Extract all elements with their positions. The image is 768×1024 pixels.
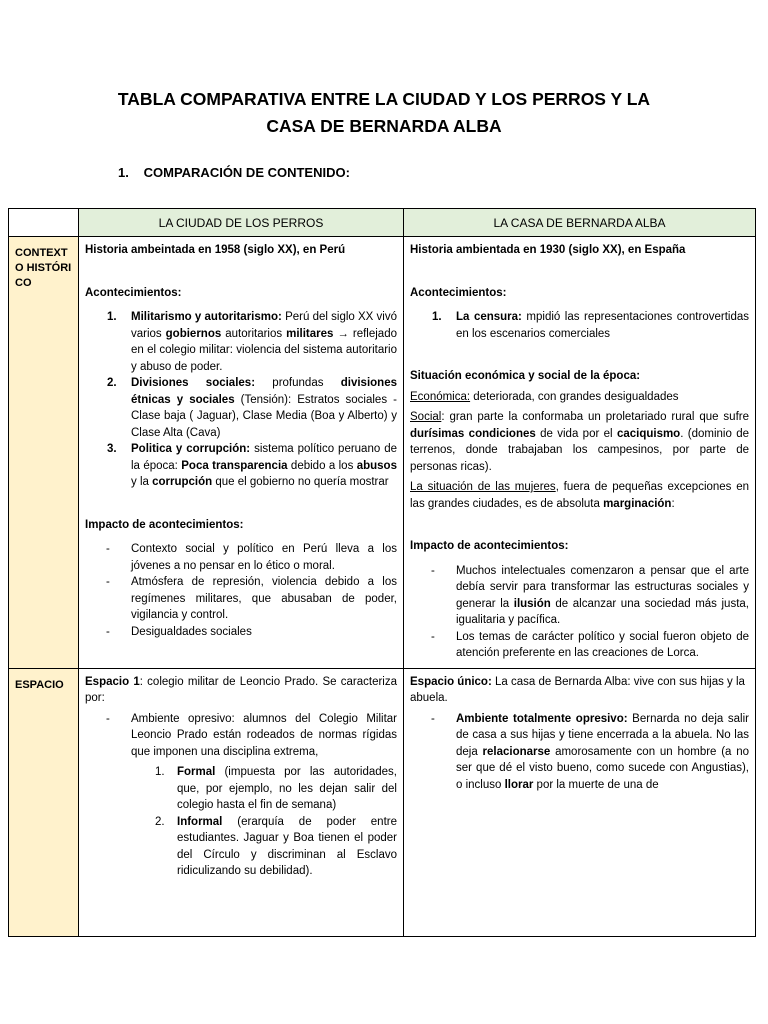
column-header-casa: LA CASA DE BERNARDA ALBA <box>404 209 756 237</box>
list-item <box>410 711 749 794</box>
list-marker: 2. <box>107 377 117 389</box>
ciudad-contexto-cell <box>79 237 404 669</box>
column-header-ciudad: LA CIUDAD DE LOS PERROS <box>79 209 404 237</box>
event-text: sistema político peruano de la época: <box>131 443 397 472</box>
casa-impact-list <box>410 563 749 662</box>
ciudad-events-list <box>85 309 397 491</box>
event-title: Divisiones sociales: <box>131 377 256 389</box>
dash-marker: - <box>106 543 110 555</box>
list-item <box>410 563 749 629</box>
impact-text: Muchos intelectuales comenzaron a pensar que el arte debía servir para transformar las estructuras sociales y generar la <box>456 564 749 610</box>
list-item <box>85 764 397 814</box>
list-item <box>410 309 749 342</box>
list-item <box>85 814 397 880</box>
list-marker: 1. <box>107 311 117 323</box>
document-title <box>60 86 708 140</box>
paragraph-text: La casa de Bernarda Alba: vive con sus hijas y la abuela. <box>410 675 745 704</box>
list-item <box>85 309 397 375</box>
event-title: Politica y corrupción: <box>131 443 251 455</box>
event-text: (Tensión): Estratos sociales - Clase baja ( Jaguar), Clase Media (Boa y Alberto) y Clase Alta (Cava) <box>131 393 397 439</box>
ciudad-espacio-sublist <box>85 764 397 880</box>
ciudad-events-title: Acontecimientos: <box>85 286 182 299</box>
bold-text: marginación <box>603 497 672 510</box>
title-line-1: TABLA COMPARATIVA ENTRE LA CIUDAD Y LOS PERROS Y LA <box>117 89 651 109</box>
event-bold: Poca transparencia <box>181 459 288 472</box>
table-row-contexto <box>9 237 756 669</box>
bold-text: Formal <box>177 766 216 778</box>
dash-marker: - <box>431 564 435 577</box>
casa-events-list <box>410 309 749 342</box>
event-text: y la <box>131 476 153 488</box>
event-bold: militares <box>286 327 334 340</box>
bold-text: Informal <box>177 815 223 828</box>
underlined-label: Social <box>410 411 442 423</box>
casa-mujeres <box>410 479 749 512</box>
casa-espacio-cell <box>404 668 756 936</box>
item-text: Bernarda no deja salir de casa a sus hijas y tiene encerrada a la abuela. No las deja <box>456 712 749 758</box>
ciudad-intro: Historia ambeintada en 1958 (siglo XX), en Perú <box>85 244 346 256</box>
item-text: (impuesta por las autoridades, que, por ejemplo, no les dejan salir del colegio hasta el fin de semana) <box>177 766 397 811</box>
event-title: Militarismo y autoritarismo: <box>131 311 282 323</box>
casa-events-title: Acontecimientos: <box>410 286 507 299</box>
impact-text: Los temas de carácter político y social fueron objeto de atención preferente en las creaciones de Lorca. <box>456 630 749 659</box>
comparison-table <box>8 208 756 937</box>
list-item <box>85 624 397 641</box>
bold-text: Espacio único: <box>410 675 492 688</box>
list-item <box>85 574 397 624</box>
bold-text: ilusión <box>513 597 551 610</box>
dash-marker: - <box>106 576 110 588</box>
underlined-label: La situación de las mujeres <box>410 481 556 493</box>
table-header-row <box>9 209 756 237</box>
paragraph-text: . (dominio de terrenos, donde trabajaban los campesinos, por parte de personas ricas). <box>410 427 749 473</box>
event-text: mpidió las representaciones controvertidas en los escenarios comerciales <box>456 311 749 340</box>
row-header-espacio: ESPACIO <box>9 668 79 936</box>
casa-espacio-list <box>410 711 749 794</box>
list-item <box>85 711 397 761</box>
dash-marker: - <box>431 630 435 643</box>
ciudad-espacio-list <box>85 711 397 761</box>
paragraph-text: , fuera de pequeñas excepciones en las grandes ciudades, es de absoluta <box>410 481 750 510</box>
dash-marker: - <box>106 625 110 638</box>
list-item <box>85 541 397 574</box>
bold-text: llorar <box>504 778 534 791</box>
event-bold: abusos <box>356 459 397 472</box>
ciudad-espacio-intro <box>85 674 397 707</box>
title-line-2: CASA DE BERNARDA ALBA <box>266 116 502 136</box>
item-text: por la muerte de una de <box>533 778 659 791</box>
row-header-contexto: CONTEXTO HISTÓRICO <box>9 237 79 669</box>
list-marker: 1. <box>432 311 442 323</box>
list-marker: 1. <box>155 766 165 778</box>
bold-text: durísimas condiciones <box>410 427 536 440</box>
event-bold: divisiones étnicas y sociales <box>131 377 397 406</box>
casa-contexto-cell <box>404 237 756 669</box>
list-marker: 3. <box>107 443 117 455</box>
casa-espacio-intro <box>410 674 749 707</box>
dash-marker: - <box>106 712 110 725</box>
paragraph-text: : <box>671 497 675 510</box>
paragraph-text: deteriorada, con grandes desigualdades <box>470 390 679 403</box>
list-item <box>410 629 749 662</box>
casa-economica <box>410 389 749 406</box>
event-text: Perú del siglo XX vivó varios <box>131 311 398 340</box>
event-bold: corrupción <box>152 476 213 488</box>
section-number: 1. <box>118 165 129 180</box>
impact-text: de alcanzar una sociedad más justa, igualitaria y pacífica. <box>456 597 749 626</box>
impact-text: Contexto social y político en Perú lleva a los jóvenes a no pensar en lo ético o moral. <box>131 543 397 572</box>
section-heading <box>118 165 350 180</box>
empty-corner-cell <box>9 209 79 237</box>
casa-situacion-title: Situación económica y social de la época: <box>410 370 641 382</box>
ciudad-impact-list <box>85 541 397 640</box>
item-text: amorosamente con un hombre (a no ser que dé el visto bueno, como sucede con Angustias), o incluso <box>456 745 750 791</box>
bold-text: Ambiente totalmente opresivo: <box>456 712 628 725</box>
paragraph-text: de vida por el <box>535 427 617 440</box>
bold-text: relacionarse <box>482 745 551 758</box>
impact-text: Desigualdades sociales <box>131 625 252 638</box>
table-row-espacio <box>9 668 756 936</box>
event-title: La censura: <box>456 311 522 323</box>
event-text: → reflejado en el colegio militar: violencia del sistema autoritario y abuso de poder. <box>131 327 397 373</box>
paragraph-text: : colegio militar de Leoncio Prado. Se caracteriza por: <box>85 675 397 704</box>
dash-marker: - <box>431 712 435 725</box>
event-text: autoritarios <box>221 327 287 340</box>
event-bold: gobiernos <box>165 327 222 340</box>
list-marker: 2. <box>155 815 165 828</box>
paragraph-text: : gran parte la conformaba un proletariado rural que sufre <box>441 411 749 423</box>
ciudad-impact-title: Impacto de acontecimientos: <box>85 518 244 531</box>
event-text: debido a los <box>287 459 357 472</box>
underlined-label: Económica: <box>410 390 471 403</box>
impact-text: Atmósfera de represión, violencia debido a los regímenes militares, que abusaban de poder, vigilancia y control. <box>131 576 397 621</box>
casa-intro: Historia ambientada en 1930 (siglo XX), en España <box>410 244 686 256</box>
item-text: (erarquía de poder entre estudiantes. Jaguar y Boa tienen el poder del Círculo y discriminan al Esclavo ridiculizando su debilidad). <box>177 815 397 877</box>
list-item <box>85 375 397 441</box>
section-label: COMPARACIÓN DE CONTENIDO: <box>143 165 350 180</box>
casa-impact-title: Impacto de acontecimientos: <box>410 540 569 552</box>
casa-social <box>410 409 749 475</box>
ciudad-espacio-cell <box>79 668 404 936</box>
item-text: Ambiente opresivo: alumnos del Colegio Militar Leoncio Prado están rodeados de normas rígidas que imponen una disciplina extrema, <box>131 712 397 758</box>
bold-text: caciquismo <box>616 427 681 440</box>
event-text: profundas <box>255 377 341 389</box>
bold-text: Espacio 1 <box>85 675 140 688</box>
event-text: que el gobierno no quería mostrar <box>212 476 389 488</box>
list-item <box>85 441 397 491</box>
